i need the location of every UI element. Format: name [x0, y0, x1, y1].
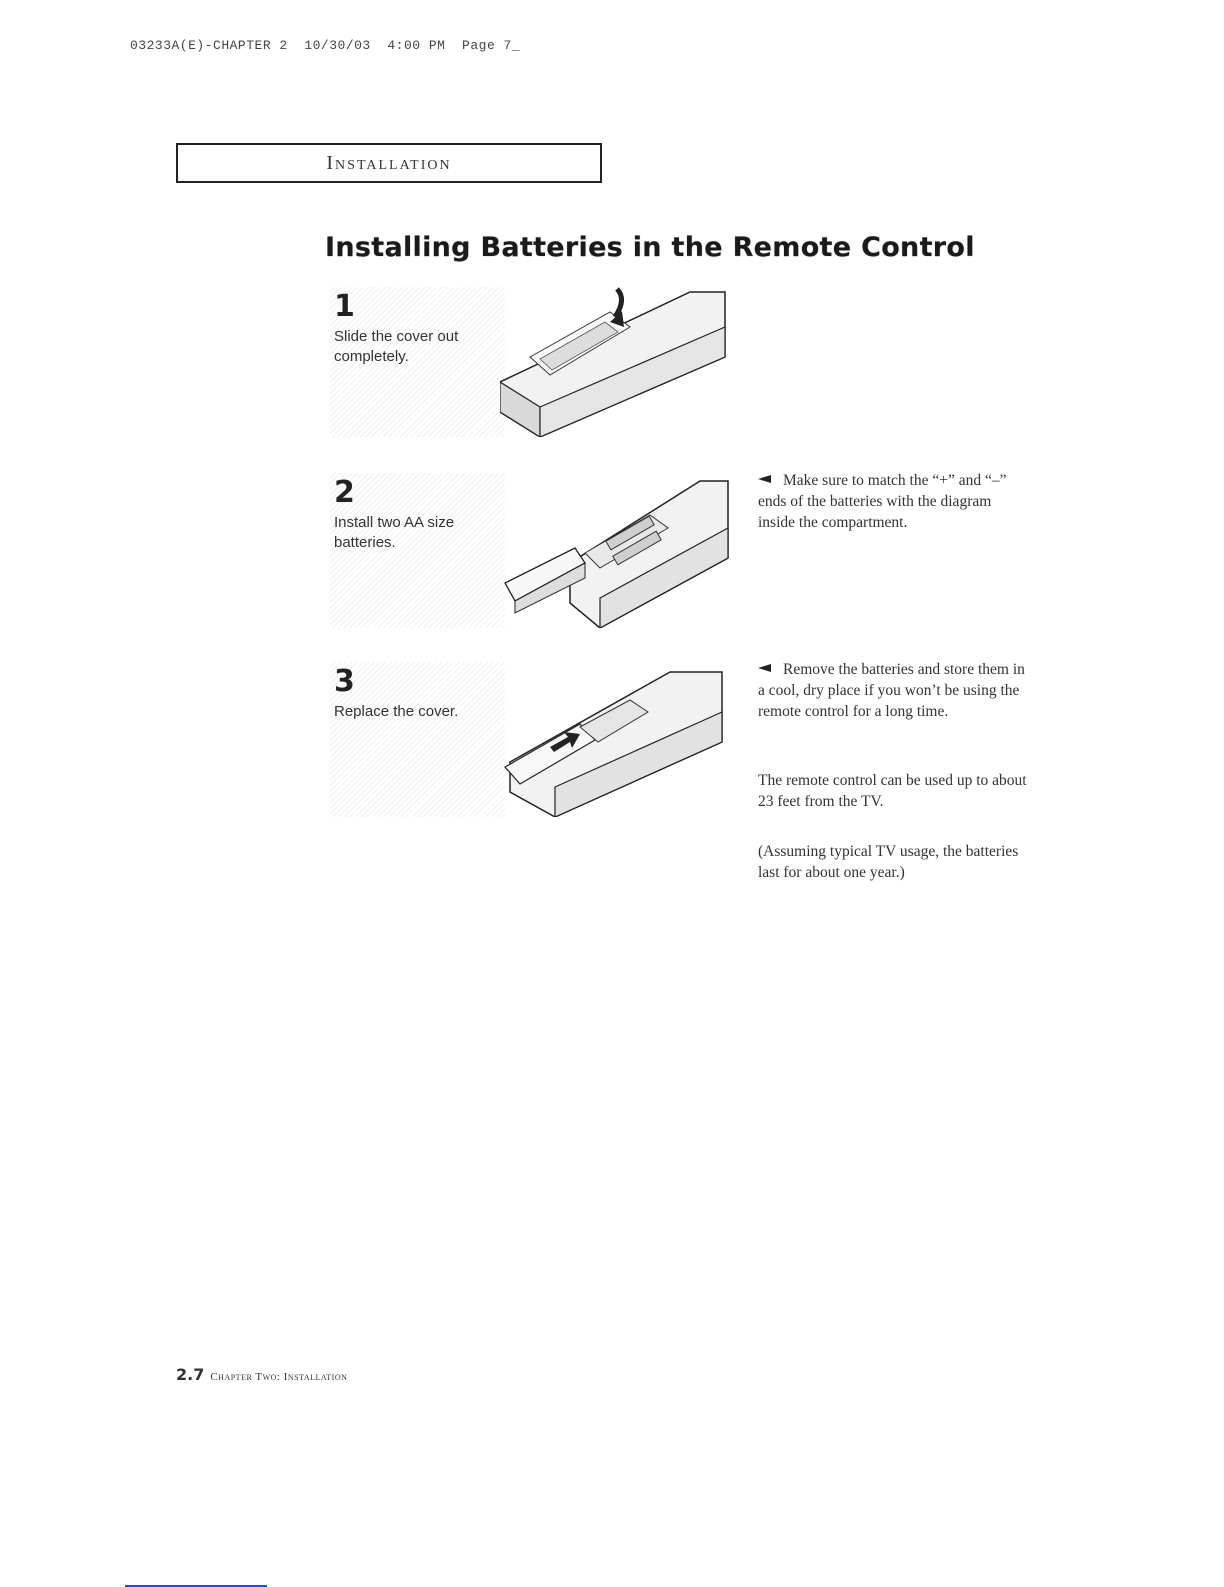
step-number: 1 — [334, 289, 355, 324]
left-arrow-icon — [758, 475, 771, 483]
step-text: Replace the cover. — [334, 703, 459, 720]
section-header-box — [176, 143, 602, 183]
step-text: Install two AA size batteries. — [334, 514, 455, 551]
remote-cover-open-illustration — [500, 287, 730, 437]
print-header: 03233A(E)-CHAPTER 2 10/30/03 4:00 PM Page 7_ — [130, 38, 521, 53]
step-text: Slide the cover out completely. — [334, 328, 459, 365]
step-number: 3 — [334, 664, 355, 699]
note-storage — [758, 659, 1028, 722]
note-range: The remote control can be used up to about 23 feet from the TV. — [758, 772, 1027, 810]
step-number: 2 — [334, 475, 355, 510]
left-arrow-icon — [758, 664, 771, 672]
step-1 — [330, 287, 730, 437]
chapter-label: Chapter Two: Installation — [210, 1371, 348, 1383]
remote-cover-replace-illustration — [500, 662, 730, 817]
note-text: Remove the batteries and store them in a cool, dry place if you won’t be using the remote control for a long time. — [758, 661, 1025, 720]
note-lifespan: (Assuming typical TV usage, the batteries last for about one year.) — [758, 843, 1019, 881]
step-3 — [330, 662, 730, 817]
step-panel-background — [330, 662, 505, 817]
remote-batteries-illustration — [500, 473, 730, 628]
note-text: Make sure to match the “+” and “–” ends of the batteries with the diagram inside the compartment. — [758, 472, 1007, 531]
page-footer — [176, 1365, 347, 1385]
page-number: 2.7 — [176, 1365, 205, 1384]
page-title: Installing Batteries in the Remote Control — [325, 232, 975, 263]
note-polarity — [758, 470, 1028, 533]
step-2 — [330, 473, 730, 628]
section-label: Installation — [326, 151, 452, 174]
